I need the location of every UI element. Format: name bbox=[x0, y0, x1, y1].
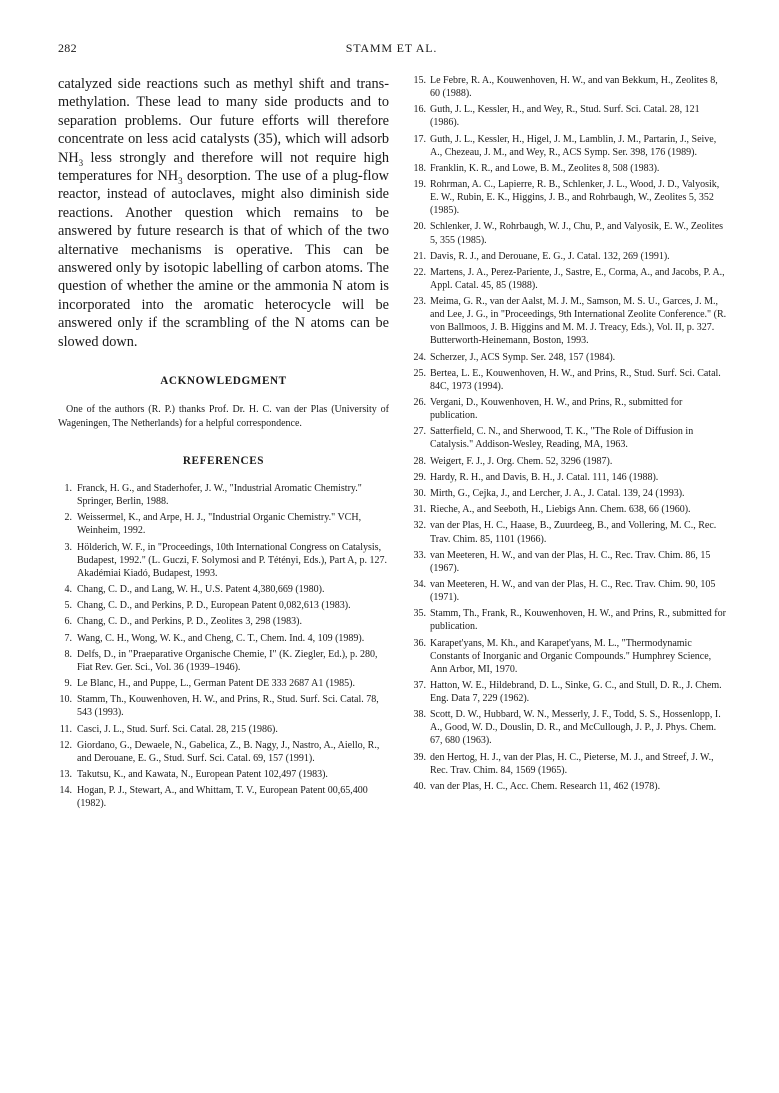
right-column bbox=[410, 74, 728, 796]
reference-item bbox=[58, 599, 389, 612]
reference-number: 25. bbox=[413, 367, 426, 379]
reference-text: Franklin, K. R., and Lowe, B. M., Zeolites 8, 508 (1983). bbox=[430, 162, 660, 174]
reference-text: van der Plas, H. C., Acc. Chem. Research 11, 462 (1978). bbox=[430, 780, 661, 792]
acknowledgment-text: One of the authors (R. P.) thanks Prof. Dr. H. C. van der Plas (University of Wageningen, The Netherlands) for a helpful correspondence. bbox=[58, 404, 389, 430]
reference-text: Stamm, Th., Kouwenhoven, H. W., and Prins, R., Stud. Surf. Sci. Catal. 78, 543 (1993). bbox=[77, 694, 379, 719]
reference-text: van Meeteren, H. W., and van der Plas, H. C., Rec. Trav. Chim. 86, 15 (1967). bbox=[430, 549, 711, 574]
reference-number: 21. bbox=[413, 250, 426, 262]
reference-item bbox=[410, 549, 728, 575]
reference-item bbox=[58, 784, 389, 810]
reference-list-right bbox=[410, 74, 728, 793]
reference-number: 2. bbox=[64, 512, 72, 524]
reference-item bbox=[58, 482, 389, 508]
reference-item bbox=[58, 511, 389, 537]
reference-number: 20. bbox=[413, 221, 426, 233]
reference-item bbox=[410, 751, 728, 777]
reference-number: 15. bbox=[413, 75, 426, 86]
reference-item bbox=[58, 615, 389, 628]
reference-number: 30. bbox=[413, 488, 426, 500]
reference-number: 13. bbox=[59, 769, 72, 780]
reference-item bbox=[410, 351, 728, 364]
reference-number: 23. bbox=[413, 296, 426, 308]
references-heading: REFERENCES bbox=[182, 455, 265, 468]
reference-number: 8. bbox=[64, 648, 72, 660]
reference-number: 37. bbox=[413, 679, 426, 691]
reference-item bbox=[410, 133, 728, 159]
reference-item bbox=[410, 178, 728, 217]
reference-item bbox=[410, 220, 728, 246]
reference-item bbox=[410, 503, 728, 516]
reference-number: 1. bbox=[64, 483, 72, 495]
reference-item bbox=[58, 723, 389, 736]
reference-number: 12. bbox=[59, 739, 72, 751]
reference-text: van der Plas, H. C., Haase, B., Zuurdeeg, B., and Vollering, M. C., Rec. Trav. Chim. 85, 1101 (1966). bbox=[430, 520, 717, 545]
reference-item bbox=[58, 648, 389, 674]
reference-item bbox=[410, 425, 728, 451]
reference-number: 7. bbox=[64, 632, 72, 644]
reference-text: Meima, G. R., van der Aalst, M. J. M., Samson, M. S. U., Garces, J. M., and Lee, J. G., in "Proceedings, 9th International Zeolite Conference." (R. von Ballmoos, J. B. Higgins and M. M. J. Treacy, Eds.), Vol. II, p. 327. Butterworth-Heinemann, Boston, 1993. bbox=[430, 296, 727, 347]
reference-text: Takutsu, K., and Kawata, N., European Patent 102,497 (1983). bbox=[77, 769, 328, 780]
reference-text: Hardy, R. H., and Davis, B. H., J. Catal. 111, 146 (1988). bbox=[430, 471, 659, 483]
reference-text: Hatton, W. E., Hildebrand, D. L., Sinke, G. C., and Stull, D. R., J. Chem. Eng. Data 7, 229 (1962). bbox=[430, 679, 722, 704]
reference-number: 16. bbox=[413, 104, 426, 116]
reference-number: 22. bbox=[413, 266, 426, 278]
reference-text: Satterfield, C. N., and Sherwood, T. K., "The Role of Diffusion in Catalysis." Addison-Wesley, Reading, MA, 1963. bbox=[430, 426, 694, 451]
page-number: 282 bbox=[58, 41, 77, 55]
running-head: STAMM ET AL. bbox=[345, 41, 438, 55]
reference-text: Weissermel, K., and Arpe, H. J., "Industrial Organic Chemistry." VCH, Weinheim, 1992. bbox=[77, 512, 362, 537]
reference-item bbox=[410, 455, 728, 468]
reference-text: Stamm, Th., Frank, R., Kouwenhoven, H. W., and Prins, R., submitted for publication. bbox=[430, 608, 726, 633]
reference-number: 40. bbox=[413, 780, 426, 792]
reference-text: Mirth, G., Cejka, J., and Lercher, J. A., J. Catal. 139, 24 (1993). bbox=[430, 488, 685, 500]
reference-text: Delfs, D., in "Praeparative Organische Chemie, I" (K. Ziegler, Ed.), p. 280, Fiat Rev. Ger. Sci., Vol. 36 (1939–1946). bbox=[77, 648, 378, 673]
reference-number: 3. bbox=[64, 541, 72, 553]
reference-item bbox=[410, 637, 728, 676]
reference-number: 10. bbox=[59, 694, 72, 706]
reference-number: 39. bbox=[413, 751, 426, 763]
reference-text: Chang, C. D., and Lang, W. H., U.S. Patent 4,380,669 (1980). bbox=[77, 584, 325, 596]
reference-item bbox=[410, 780, 728, 793]
reference-number: 9. bbox=[64, 678, 72, 690]
reference-text: Guth, J. L., Kessler, H., and Wey, R., Stud. Surf. Sci. Catal. 28, 121 (1986). bbox=[430, 104, 700, 129]
reference-text: Guth, J. L., Kessler, H., Higel, J. M., Lamblin, J. M., Partarin, J., Seive, A., Chezeau, J. M., and Wey, R., ACS Symp. Ser. 398, 176 (1989). bbox=[430, 133, 717, 158]
reference-number: 36. bbox=[413, 637, 426, 649]
reference-text: Weigert, F. J., J. Org. Chem. 52, 3296 (1987). bbox=[430, 455, 613, 467]
reference-number: 38. bbox=[413, 709, 426, 721]
reference-number: 26. bbox=[413, 397, 426, 409]
reference-item bbox=[410, 487, 728, 500]
reference-number: 5. bbox=[64, 600, 72, 612]
reference-item bbox=[410, 471, 728, 484]
reference-item bbox=[410, 295, 728, 347]
reference-number: 19. bbox=[413, 179, 426, 191]
reference-number: 6. bbox=[64, 616, 72, 628]
reference-number: 33. bbox=[413, 549, 426, 561]
reference-item bbox=[410, 519, 728, 545]
reference-text: Giordano, G., Dewaele, N., Gabelica, Z., B. Nagy, J., Nastro, A., Aiello, R., and Derouane, E. G., Stud. Surf. Sci. Catal. 69, 157 (1991). bbox=[77, 739, 380, 764]
reference-text: Schlenker, J. W., Rohrbaugh, W. J., Chu, P., and Valyosik, E. W., Zeolites 5, 355 (1985). bbox=[430, 221, 724, 246]
reference-item bbox=[58, 693, 389, 719]
reference-text: den Hertog, H. J., van der Plas, H. C., Pieterse, M. J., and Streef, J. W., Rec. Trav. Chim. 84, 1569 (1965). bbox=[430, 751, 714, 776]
reference-item bbox=[410, 679, 728, 705]
reference-number: 14. bbox=[59, 785, 72, 797]
reference-number: 34. bbox=[413, 578, 426, 590]
reference-list-left bbox=[58, 482, 389, 810]
reference-item bbox=[58, 583, 389, 596]
reference-item bbox=[58, 677, 389, 690]
reference-item bbox=[410, 103, 728, 129]
body-paragraph: catalyzed side reactions such as methyl shift and trans-methylation. These lead to many side products and to separation problems. Our future efforts will therefore concentrate on less acid catalysts (35), which will adsorb $NH_3$ less strongly and therefore will not require high temperatures for $NH_3$ desorption. The use of a plug-flow reactor, instead of autoclaves, might also diminish side reactions. Another question which remains to be answered by future research is that of which of the two alternative mechanisms is operative. This can be answered only by isotopic labelling of carbon atoms. The question of whether the amine or the ammonia N atom is incorporated into the aromatic heterocycle will be answered only if the scrambling of the N atoms can be slowed down. bbox=[58, 76, 389, 350]
reference-text: Franck, H. G., and Staderhofer, J. W., "Industrial Aromatic Chemistry." Springer, Berlin, 1988. bbox=[77, 483, 362, 508]
reference-item bbox=[410, 74, 728, 100]
reference-text: Martens, J. A., Perez-Pariente, J., Sastre, E., Corma, A., and Jacobs, P. A., Appl. Catal. 45, 85 (1988). bbox=[430, 266, 725, 291]
page-header bbox=[58, 41, 725, 57]
reference-number: 17. bbox=[413, 133, 426, 145]
reference-item bbox=[410, 367, 728, 393]
reference-text: Le Febre, R. A., Kouwenhoven, H. W., and van Bekkum, H., Zeolites 8, 60 (1988). bbox=[430, 75, 718, 100]
reference-text: van Meeteren, H. W., and van der Plas, H. C., Rec. Trav. Chim. 90, 105 (1971). bbox=[430, 578, 716, 604]
reference-text: Scott, D. W., Hubbard, W. N., Messerly, J. F., Todd, S. S., Hossenlopp, I. A., Good, W. D., Douslin, D. R., and McCullough, J. P., J. Phys. Chem. 67, 680 (1963). bbox=[430, 709, 721, 747]
reference-text: Le Blanc, H., and Puppe, L., German Patent DE 333 2687 A1 (1985). bbox=[77, 678, 356, 690]
reference-text: Davis, R. J., and Derouane, E. G., J. Catal. 132, 269 (1991). bbox=[430, 250, 670, 262]
reference-item bbox=[410, 396, 728, 422]
left-column bbox=[58, 75, 389, 813]
reference-number: 27. bbox=[413, 426, 426, 438]
reference-item bbox=[58, 541, 389, 580]
reference-number: 24. bbox=[413, 351, 426, 363]
reference-text: Scherzer, J., ACS Symp. Ser. 248, 157 (1984). bbox=[430, 351, 616, 363]
reference-number: 29. bbox=[413, 471, 426, 483]
reference-text: Casci, J. L., Stud. Surf. Sci. Catal. 28, 215 (1986). bbox=[77, 723, 278, 735]
reference-text: Bertea, L. E., Kouwenhoven, H. W., and Prins, R., Stud. Surf. Sci. Catal. 84C, 1973 (1994). bbox=[430, 367, 721, 392]
reference-text: Hogan, P. J., Stewart, A., and Whittam, T. V., European Patent 00,65,400 (1982). bbox=[77, 785, 368, 810]
reference-text: Karapet'yans, M. Kh., and Karapet'yans, M. L., "Thermodynamic Constants of Inorganic and Organic Compounds." Humphrey Science, Ann Arbor, MI, 1970. bbox=[430, 637, 712, 675]
reference-item bbox=[410, 162, 728, 175]
reference-number: 28. bbox=[413, 455, 426, 467]
reference-number: 4. bbox=[64, 584, 72, 596]
acknowledgment-heading: ACKNOWLEDGMENT bbox=[160, 375, 287, 388]
reference-item bbox=[58, 632, 389, 645]
reference-item bbox=[410, 578, 728, 604]
reference-text: Wang, C. H., Wong, W. K., and Cheng, C. T., Chem. Ind. 4, 109 (1989). bbox=[77, 632, 365, 644]
reference-item bbox=[410, 708, 728, 747]
reference-text: Rohrman, A. C., Lapierre, R. B., Schlenker, J. L., Wood, J. D., Valyosik, E. W., Rubin, E. K., Higgins, J. B., and Rohrbaugh, W., Zeolites 5, 352 (1985). bbox=[430, 179, 720, 217]
reference-number: 32. bbox=[413, 520, 426, 532]
reference-text: Vergani, D., Kouwenhoven, H. W., and Prins, R., submitted for publication. bbox=[430, 397, 683, 422]
reference-item bbox=[410, 607, 728, 633]
reference-number: 11. bbox=[59, 723, 72, 735]
reference-text: Rieche, A., and Seeboth, H., Liebigs Ann. Chem. 638, 66 (1960). bbox=[430, 504, 691, 516]
reference-item bbox=[58, 768, 389, 781]
reference-text: Hölderich, W. F., in "Proceedings, 10th International Congress on Catalysis, Budapest, 1992." (L. Guczi, F. Solymosi and P. Tétényi, Eds.), Part A, p. 127. Akadémiai Kiadó, Budapest, 1993. bbox=[77, 541, 388, 579]
reference-item bbox=[410, 266, 728, 292]
reference-text: Chang, C. D., and Perkins, P. D., Zeolites 3, 298 (1983). bbox=[77, 616, 302, 628]
reference-text: Chang, C. D., and Perkins, P. D., European Patent 0,082,613 (1983). bbox=[77, 600, 351, 612]
reference-item bbox=[410, 250, 728, 263]
reference-item bbox=[58, 739, 389, 765]
reference-number: 35. bbox=[413, 608, 426, 620]
reference-number: 18. bbox=[413, 162, 426, 174]
reference-number: 31. bbox=[413, 504, 426, 516]
